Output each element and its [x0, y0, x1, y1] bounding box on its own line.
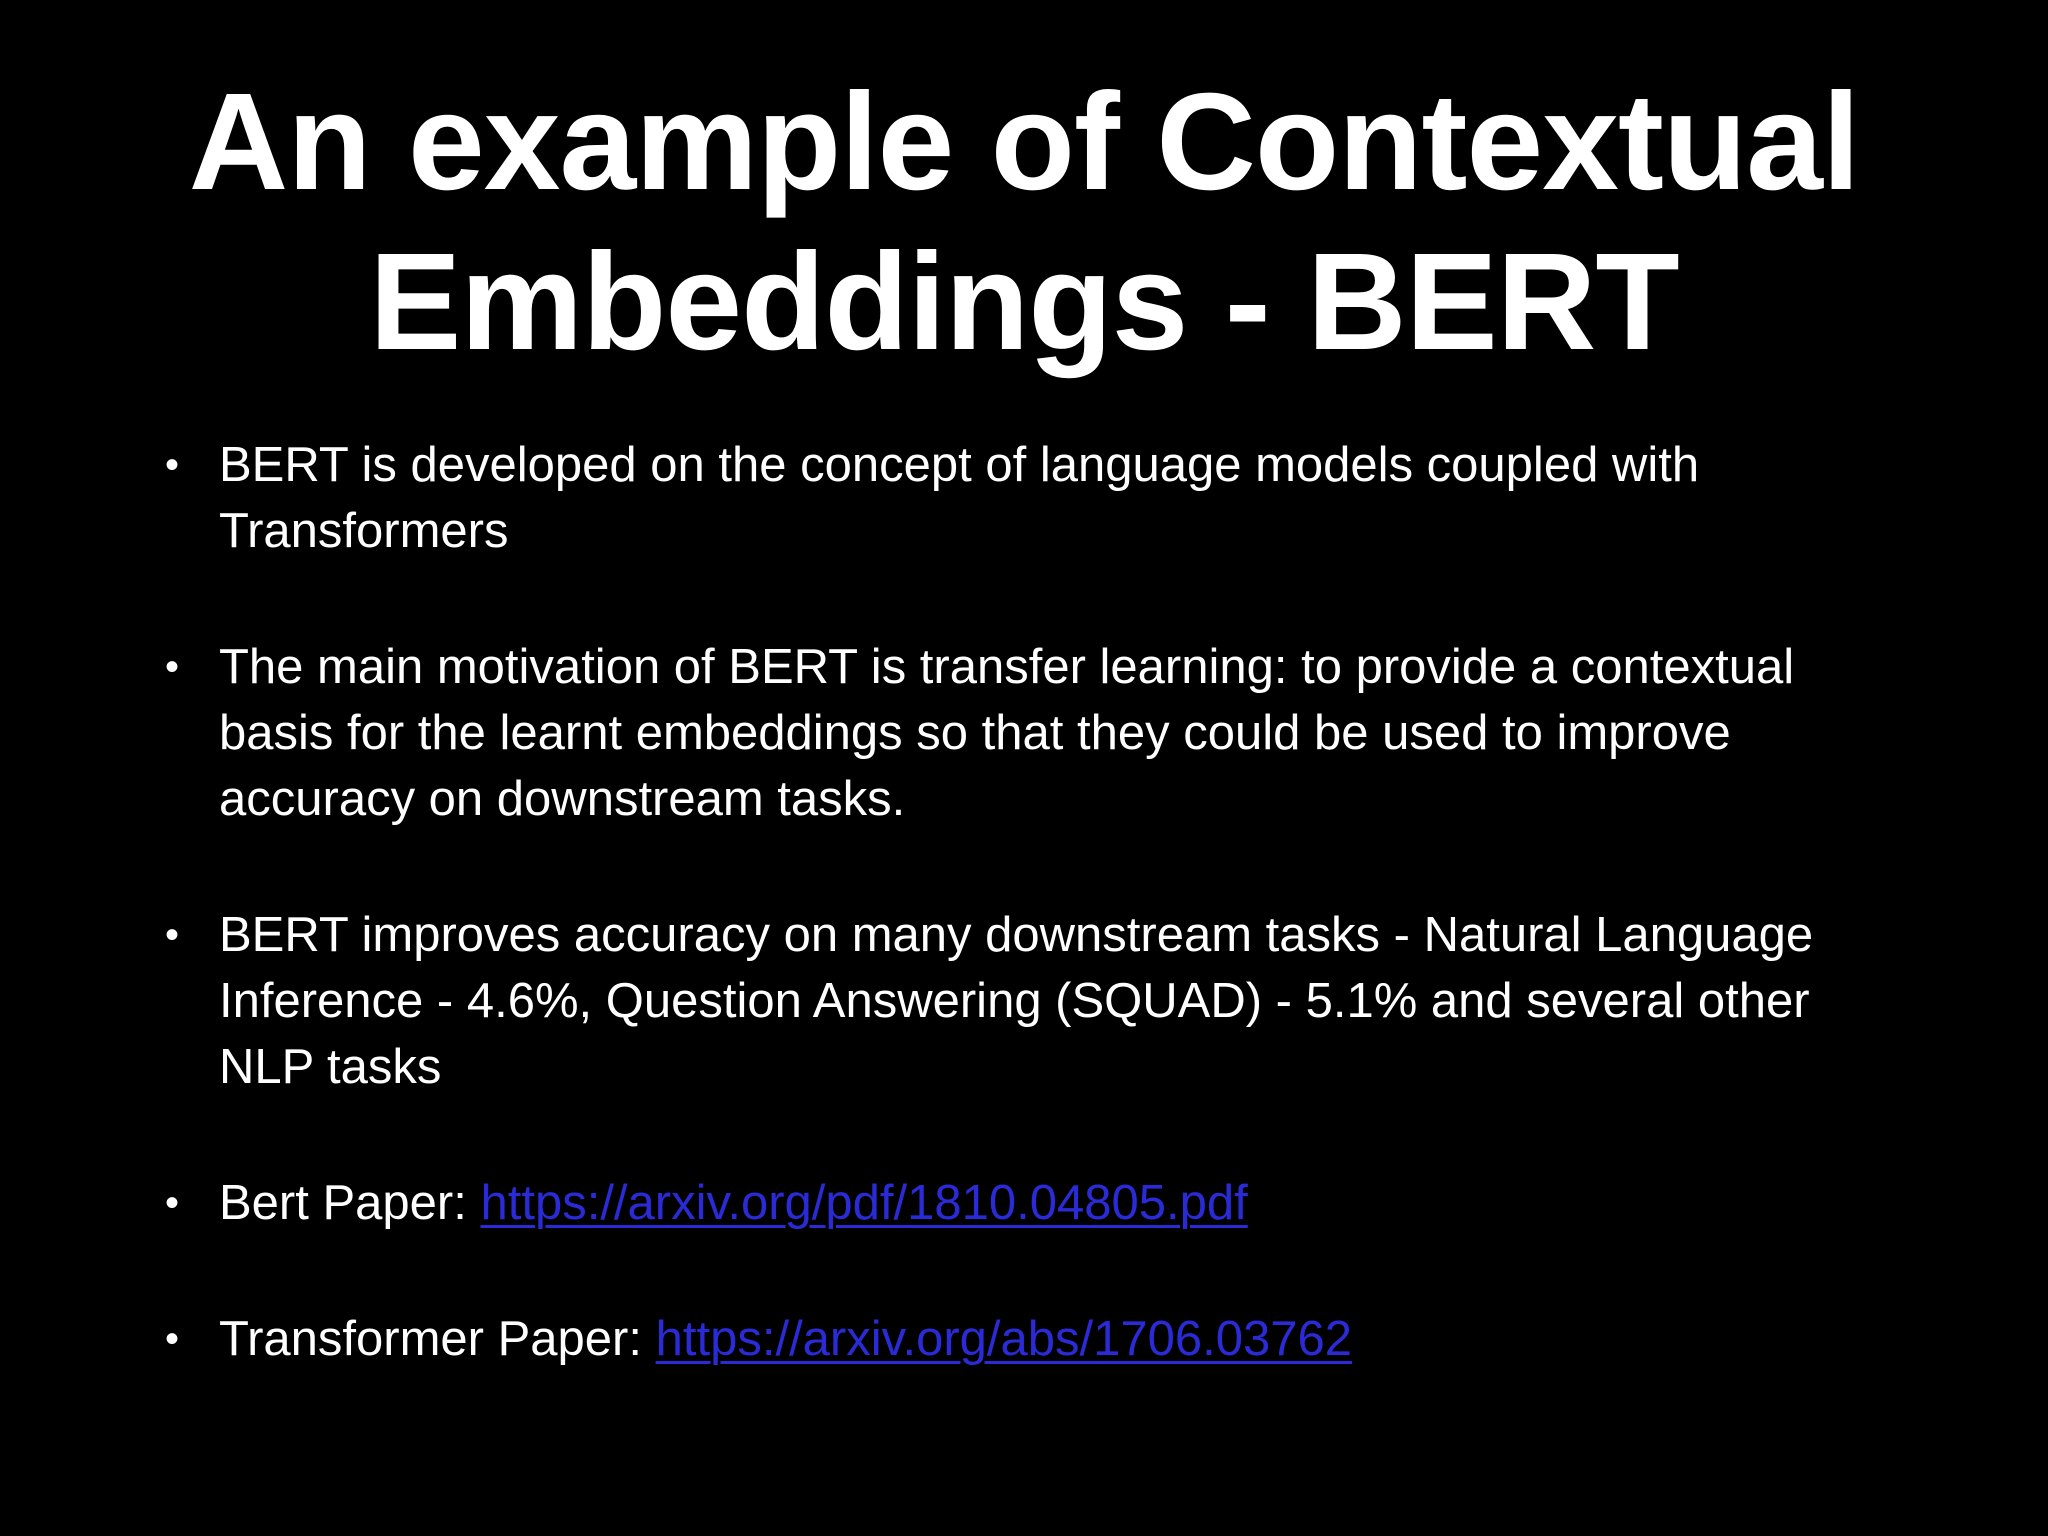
bullet-text: The main motivation of BERT is transfer learning: to provide a contextual basis for the learnt embeddings so that they could be used to improve accuracy on downstream tasks.	[219, 640, 1795, 826]
bullet-text: BERT improves accuracy on many downstream tasks - Natural Language Inference - 4.6%, Question Answering (SQUAD) - 5.1% and several other NLP tasks	[219, 908, 1814, 1094]
bullet-item-bert-concept	[157, 432, 1917, 564]
bullet-item-bert-paper	[157, 1170, 1917, 1236]
bullet-dot-icon: •	[164, 913, 179, 957]
bullet-text: BERT is developed on the concept of language models coupled with Transformers	[219, 438, 1700, 558]
bert-paper-link[interactable]: https://arxiv.org/pdf/1810.04805.pdf	[480, 1176, 1248, 1230]
title-line-1: An example of Contextual	[188, 65, 1860, 219]
bullet-dot-icon: •	[164, 443, 179, 487]
bullet-item-accuracy	[157, 902, 1917, 1100]
bullet-item-transformer-paper	[157, 1306, 1917, 1372]
bullet-dot-icon: •	[164, 1317, 179, 1361]
bullet-dot-icon: •	[164, 1181, 179, 1225]
bullet-dot-icon: •	[164, 645, 179, 689]
bullet-item-motivation	[157, 634, 1917, 832]
slide-title	[0, 62, 2048, 382]
transformer-paper-label: Transformer Paper:	[219, 1312, 656, 1366]
title-line-2: Embeddings - BERT	[369, 225, 1679, 379]
transformer-paper-link[interactable]: https://arxiv.org/abs/1706.03762	[655, 1312, 1353, 1366]
bert-paper-label: Bert Paper:	[219, 1176, 481, 1230]
bullet-list	[157, 432, 1917, 1442]
